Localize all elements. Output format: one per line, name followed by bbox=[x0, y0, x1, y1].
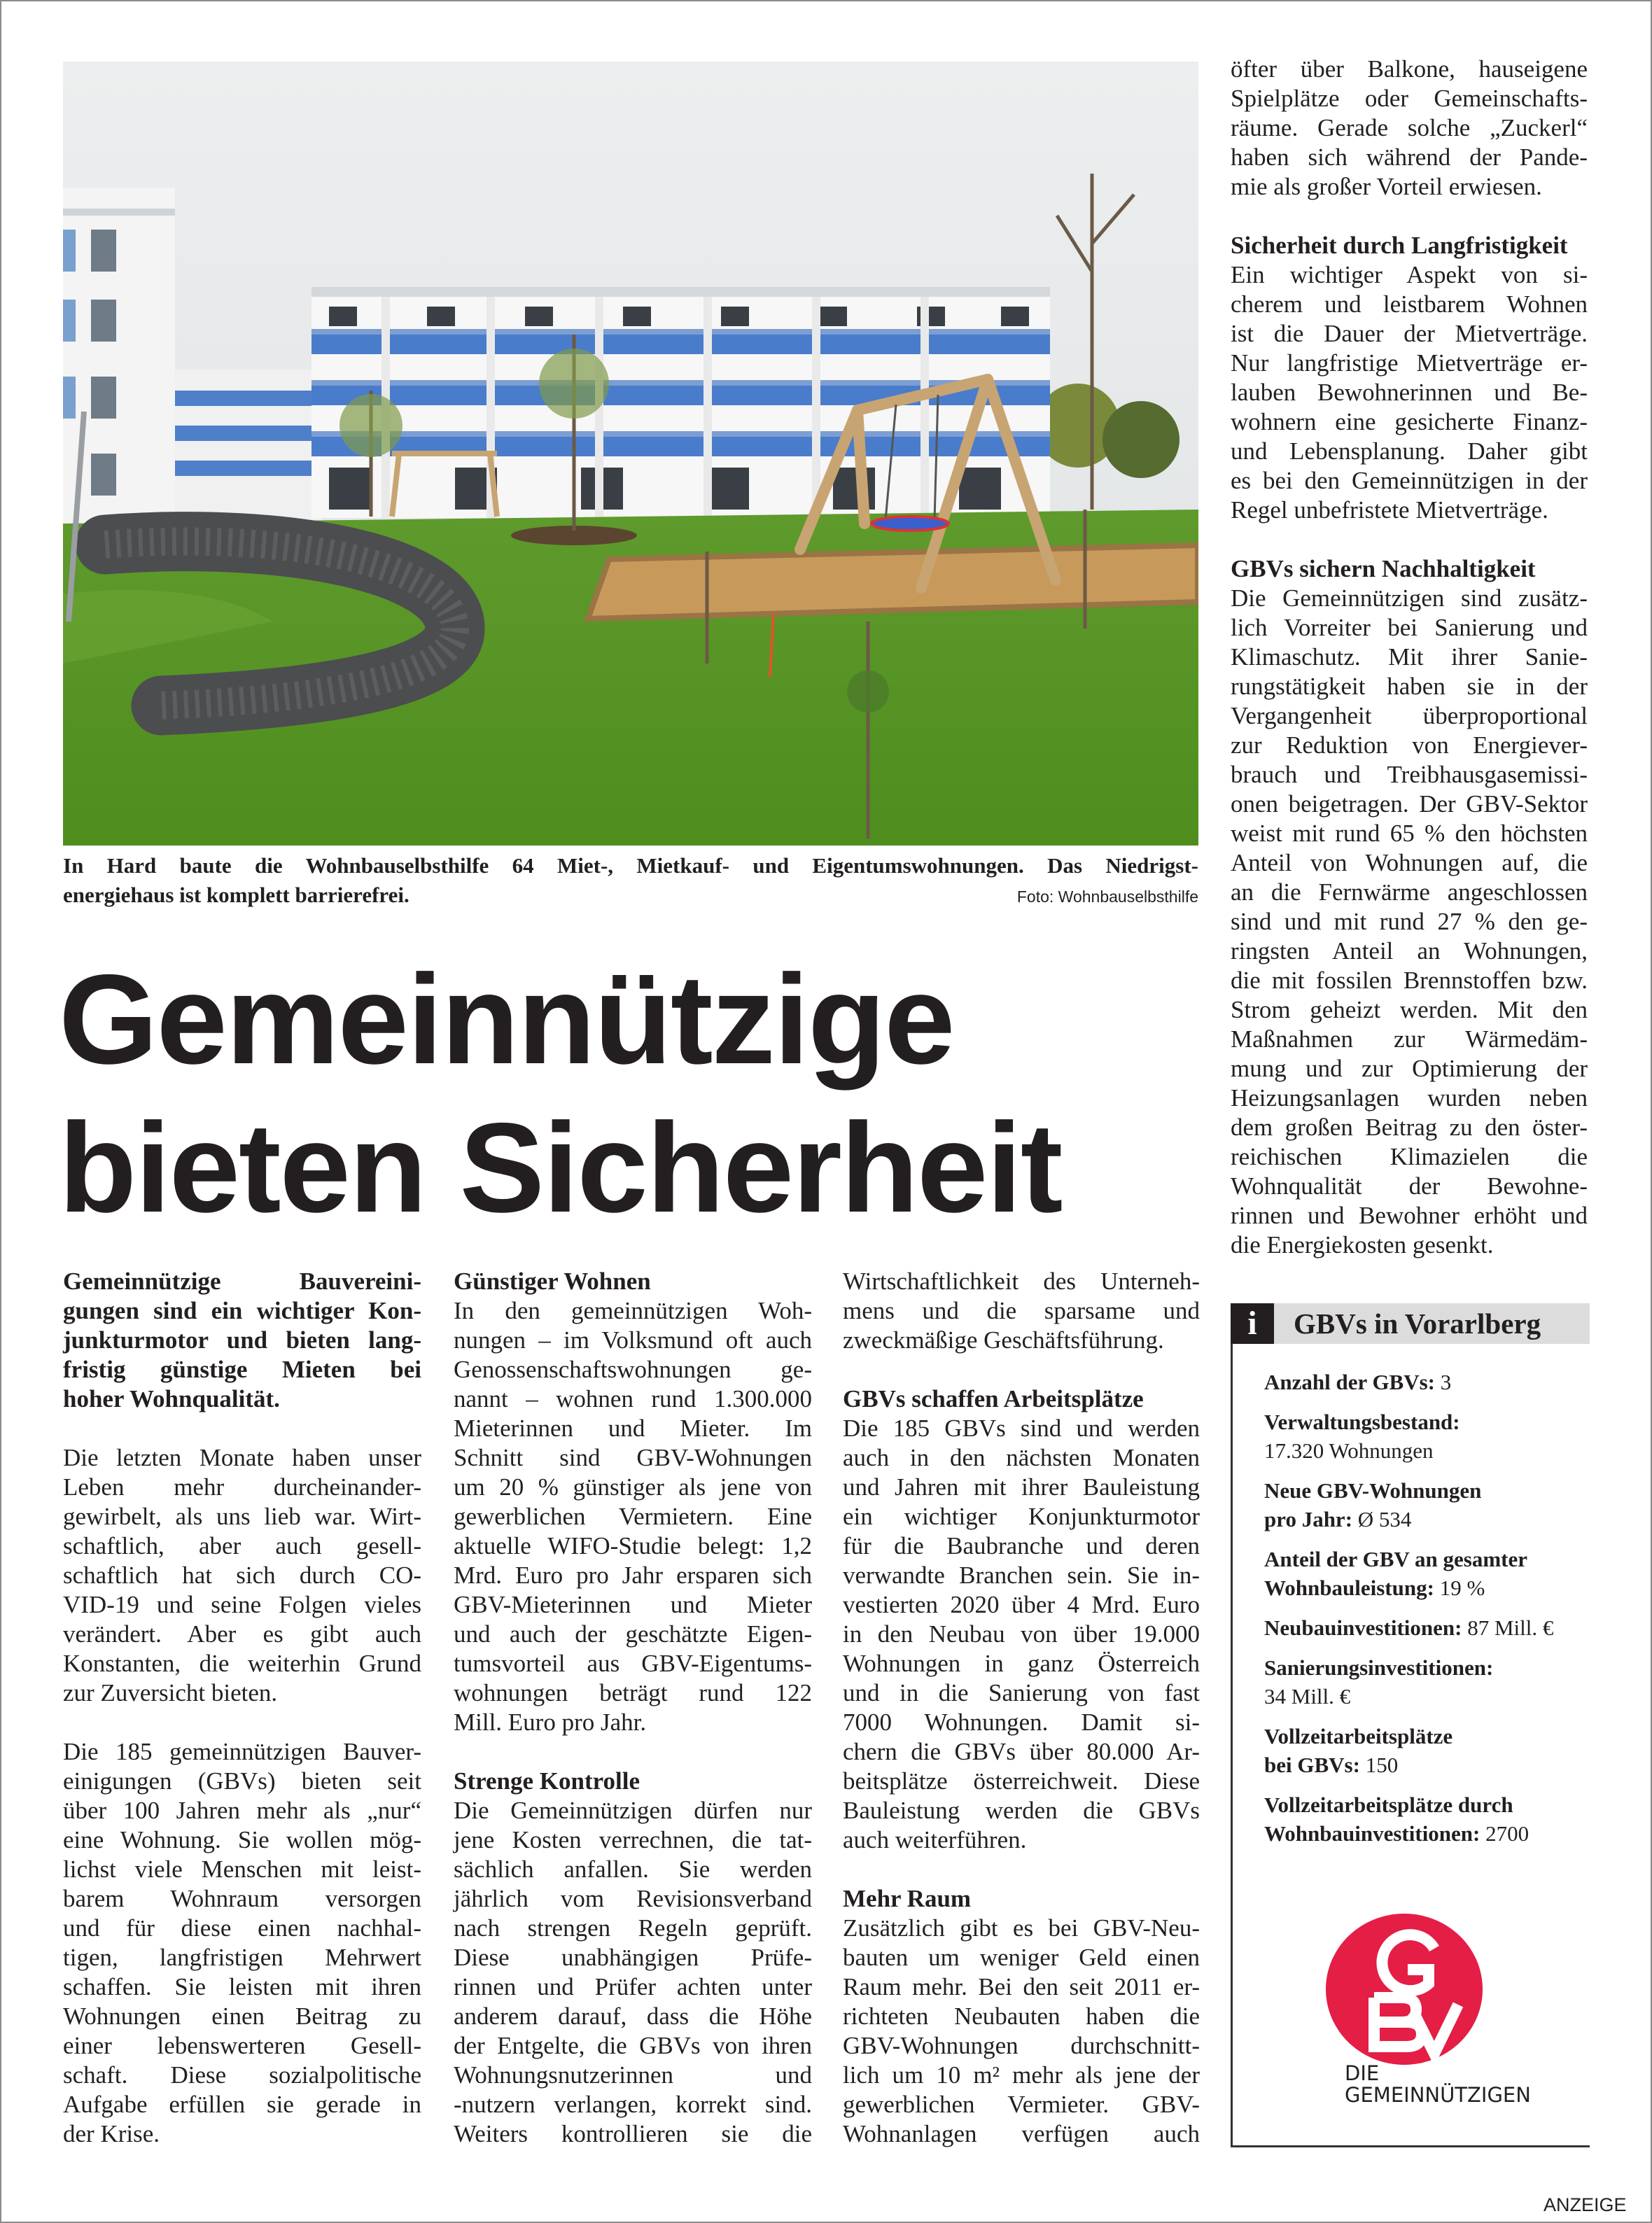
text-line: mens und die sparsame und bbox=[843, 1297, 1200, 1324]
text-line: Regel unbefristete Mietverträge. bbox=[1231, 496, 1548, 524]
article-section bbox=[843, 1884, 1200, 2149]
article-column-3 bbox=[843, 1267, 1200, 2149]
text-line: bauten um weniger Geld einen bbox=[843, 1944, 1200, 1971]
info-item-value: 2700 bbox=[1485, 1821, 1530, 1846]
text-line: Maßnahmen zur Wärmedäm- bbox=[1231, 1025, 1588, 1053]
text-line: VID-19 und seine Folgen vieles bbox=[63, 1591, 421, 1618]
text-line: auch in den nächsten Monaten bbox=[843, 1444, 1200, 1471]
info-item-value: 150 bbox=[1365, 1753, 1399, 1777]
text-line: der Krise. bbox=[63, 2120, 160, 2147]
article-section bbox=[1231, 554, 1588, 1260]
text-line: cherem und leistbarem Wohnen bbox=[1231, 290, 1588, 318]
info-icon: i bbox=[1231, 1303, 1274, 1344]
text-line: Leben mehr durcheinander- bbox=[63, 1473, 421, 1501]
info-item-value: 87 Mill. € bbox=[1467, 1615, 1554, 1640]
text-line: Zusätzlich gibt es bei GBV-Neu- bbox=[843, 1914, 1200, 1942]
text-line: reichischen Klimazielen die bbox=[1231, 1143, 1588, 1170]
text-line: rinnen und Prüfer achten unter bbox=[454, 1973, 812, 2000]
text-line: schaft. Diese sozialpolitische bbox=[63, 2061, 421, 2089]
text-line: verändert. Aber es gibt auch bbox=[63, 1620, 421, 1648]
text-line: räume. Gerade solche „Zuckerl“ bbox=[1231, 114, 1588, 141]
text-line: lauben Bewohnerinnen und Be- bbox=[1231, 379, 1588, 406]
text-line: und für diese einen nachhal- bbox=[63, 1914, 421, 1942]
text-line: mung und zur Optimierung der bbox=[1231, 1055, 1588, 1082]
text-line: und Lebensplanung. Daher gibt bbox=[1231, 437, 1588, 465]
section-heading: Mehr Raum bbox=[843, 1885, 972, 1912]
lead-paragraph bbox=[63, 1267, 421, 1414]
text-line: jährlich vom Revisionsverband bbox=[454, 1885, 812, 1912]
text-line: schaffen. Sie leisten mit ihren bbox=[63, 1973, 421, 2000]
text-line: Heizungsanlagen wurden neben bbox=[1231, 1084, 1588, 1112]
section-heading: Sicherheit durch Langfristigkeit bbox=[1231, 232, 1568, 259]
text-line: ein wichtiger Konjunkturmotor bbox=[843, 1503, 1200, 1530]
text-line: um 20 % günstiger als jene von bbox=[454, 1473, 812, 1501]
article-column-1 bbox=[63, 1267, 421, 2149]
text-line: zur Reduktion von Energiever- bbox=[1231, 731, 1588, 759]
text-line: es bei den Gemeinnützigen in der bbox=[1231, 467, 1588, 494]
text-line: über 100 Jahren mehr als „nur“ bbox=[63, 1797, 421, 1824]
article-section bbox=[454, 1267, 812, 1737]
text-line: zur Zuversicht bieten. bbox=[63, 1679, 278, 1706]
text-line: chern die GBVs über 80.000 Ar- bbox=[843, 1738, 1200, 1765]
logo-wordmark bbox=[1345, 2063, 1531, 2106]
text-line: Weiters kontrollieren sie die bbox=[454, 2120, 812, 2147]
info-item bbox=[1264, 1408, 1586, 1465]
text-line: Ein wichtiger Aspekt von si- bbox=[1231, 261, 1588, 288]
text-line: Konstanten, die weiterhin Grund bbox=[63, 1650, 421, 1677]
text-line: lichst viele Menschen mit leist- bbox=[63, 1856, 421, 1883]
info-item-label: Neubauinvestitionen: bbox=[1264, 1615, 1462, 1640]
text-line: rinnen und Bewohner erhöht und bbox=[1231, 1202, 1588, 1229]
info-item-label: Vollzeitarbeitsplätze durch bbox=[1264, 1793, 1513, 1817]
info-item bbox=[1264, 1790, 1586, 1848]
text-line: Vergangenheit überproportional bbox=[1231, 702, 1588, 729]
text-line: öfter über Balkone, hauseigene bbox=[1231, 55, 1588, 83]
article-section bbox=[843, 1384, 1200, 1855]
article-column-2 bbox=[454, 1267, 812, 2149]
paragraph bbox=[63, 1737, 421, 2149]
text-line: Spielplätze oder Gemeinschafts- bbox=[1231, 85, 1588, 112]
info-item-label: Sanierungsinvestitionen: bbox=[1264, 1655, 1494, 1680]
text-line: gungen sind ein wichtiger Kon- bbox=[63, 1297, 421, 1324]
text-line: tigen, langfristigen Mehrwert bbox=[63, 1944, 421, 1971]
logo-text-line: GEMEINNÜTZIGEN bbox=[1345, 2083, 1531, 2107]
text-line: Mieterinnen und Mieter. Im bbox=[454, 1415, 812, 1442]
text-line: ringsten Anteil an Wohnungen, bbox=[1231, 937, 1588, 965]
text-line: Schnitt sind GBV-Wohnungen bbox=[454, 1444, 812, 1471]
text-line: und auch der geschätzte Eigen- bbox=[454, 1620, 812, 1648]
text-line: wohnern eine gesicherte Finanz- bbox=[1231, 408, 1588, 435]
text-line: dem großen Beitrag zu den öster- bbox=[1231, 1114, 1588, 1141]
paragraph bbox=[1231, 55, 1588, 202]
text-line: Nur langfristige Mietverträge er- bbox=[1231, 349, 1588, 377]
info-item bbox=[1264, 1545, 1586, 1602]
text-line: richteten Neubauten haben die bbox=[843, 2003, 1200, 2030]
info-item bbox=[1264, 1653, 1586, 1711]
text-line: an die Fernwärme angeschlossen bbox=[1231, 878, 1588, 906]
text-line: brauch und Treibhausgasemissi- bbox=[1231, 761, 1588, 788]
article-photo bbox=[63, 62, 1198, 846]
text-line: onen beigetragen. Der GBV-Sektor bbox=[1231, 790, 1588, 818]
text-line: und Jahren mit ihrer Bauleistung bbox=[843, 1473, 1200, 1501]
info-item-label: Vollzeitarbeitsplätze bbox=[1264, 1724, 1453, 1748]
text-line: auch weiterführen. bbox=[843, 1826, 1027, 1853]
text-line: Aufgabe erfüllen sie gerade in bbox=[63, 2091, 421, 2118]
text-line: gewerblichen Vermietern. Eine bbox=[454, 1503, 812, 1530]
text-line: sächlich anfallen. Sie werden bbox=[454, 1856, 812, 1883]
text-line: Wohnanlagen verfügen auch bbox=[843, 2120, 1200, 2147]
info-item-label: Neue GBV-Wohnungen bbox=[1264, 1478, 1482, 1503]
text-line: und in die Sanierung von fast bbox=[843, 1679, 1200, 1706]
text-line: Mill. Euro pro Jahr. bbox=[454, 1709, 647, 1736]
info-box bbox=[1231, 1303, 1590, 2147]
info-item-label: pro Jahr: bbox=[1264, 1507, 1353, 1531]
text-line: Wohnungsnutzerinnen und bbox=[454, 2061, 812, 2089]
text-line: GBV-Mieterinnen und Mieter bbox=[454, 1591, 812, 1618]
section-heading: Strenge Kontrolle bbox=[454, 1767, 640, 1795]
logo-text-line: DIE bbox=[1345, 2061, 1380, 2085]
text-line: junkturmotor und bieten lang- bbox=[63, 1326, 421, 1354]
housing-complex-photo bbox=[63, 62, 1198, 846]
text-line: Wohnqualität der Bewohne- bbox=[1231, 1172, 1588, 1200]
text-line: die mit fossilen Brennstoffen bzw. bbox=[1231, 967, 1588, 994]
info-item bbox=[1264, 1368, 1586, 1396]
text-line: rungstätigkeit haben sie in der bbox=[1231, 673, 1588, 700]
info-box-list bbox=[1264, 1368, 1586, 1859]
headline-line: bieten Sicherheit bbox=[59, 1096, 1062, 1239]
text-line: gewerblichen Vermieter. GBV- bbox=[843, 2091, 1200, 2118]
paragraph bbox=[843, 1267, 1200, 1355]
text-line: Klimaschutz. Mit ihrer Sanie- bbox=[1231, 643, 1588, 671]
text-line: -nutzern verlangen, korrekt sind. bbox=[454, 2091, 812, 2118]
info-item bbox=[1264, 1476, 1586, 1534]
text-line: Wirtschaftlichkeit des Unterneh- bbox=[843, 1268, 1200, 1295]
text-line: lich Vorreiter bei Sanierung und bbox=[1231, 614, 1588, 641]
text-line: In den gemeinnützigen Woh- bbox=[454, 1297, 812, 1324]
info-item-label: Anteil der GBV an gesamter bbox=[1264, 1547, 1527, 1571]
info-item-label: Wohnbauleistung: bbox=[1264, 1576, 1434, 1600]
text-line: Bauleistung werden die GBVs bbox=[843, 1797, 1200, 1824]
info-item-label: Anzahl der GBVs: bbox=[1264, 1370, 1436, 1394]
text-line: Raum mehr. Bei den seit 2011 er- bbox=[843, 1973, 1200, 2000]
info-item-value: 19 % bbox=[1439, 1576, 1485, 1600]
text-line: lich um 10 m² mehr als jene der bbox=[843, 2061, 1200, 2089]
section-heading: GBVs schaffen Arbeitsplätze bbox=[843, 1385, 1144, 1412]
text-line: Die Gemeinnützigen sind zusätz- bbox=[1231, 584, 1588, 612]
caption-line: energiehaus ist komplett barrierefrei. bbox=[63, 883, 410, 907]
info-item-label: bei GBVs: bbox=[1264, 1753, 1360, 1777]
text-line: sind und mit rund 27 % den ge- bbox=[1231, 908, 1588, 935]
text-line: Die Gemeinnützigen dürfen nur bbox=[454, 1797, 812, 1824]
section-heading: Günstiger Wohnen bbox=[454, 1268, 651, 1295]
text-line: Anteil von Wohnungen auf, die bbox=[1231, 849, 1588, 876]
article-headline bbox=[59, 945, 1062, 1242]
text-line: ist die Dauer der Mietverträge. bbox=[1231, 320, 1588, 347]
info-item bbox=[1264, 1722, 1586, 1779]
paragraph bbox=[63, 1443, 421, 1708]
text-line: haben sich während der Pande- bbox=[1231, 143, 1588, 171]
text-line: einer lebenswerteren Gesell- bbox=[63, 2032, 421, 2059]
text-line: schaftlich, aber auch gesell- bbox=[63, 1532, 421, 1559]
text-line: Strom geheizt werden. Mit den bbox=[1231, 996, 1588, 1023]
text-line: Genossenschaftswohnungen ge- bbox=[454, 1356, 812, 1383]
advertisement-label: ANZEIGE bbox=[1544, 2194, 1627, 2215]
text-line: wohnungen beträgt rund 122 bbox=[454, 1679, 812, 1706]
caption-line: In Hard baute die Wohnbauselbsthilfe 64 Miet-, Mietkauf- und Eigentumswohnungen. Das Niedrigst- bbox=[63, 853, 1198, 878]
text-line: vestierten 2020 über 4 Mrd. Euro bbox=[843, 1591, 1200, 1618]
text-line: 7000 Wohnungen. Damit si- bbox=[843, 1709, 1200, 1736]
text-line: GBV-Wohnungen durchschnitt- bbox=[843, 2032, 1200, 2059]
info-item-value: Ø 534 bbox=[1357, 1507, 1412, 1531]
text-line: Die 185 gemeinnützigen Bauver- bbox=[63, 1738, 421, 1765]
article-column-4 bbox=[1231, 55, 1588, 1260]
text-line: die Energiekosten gesenkt. bbox=[1231, 1231, 1494, 1258]
info-item-value: 17.320 Wohnungen bbox=[1264, 1438, 1434, 1463]
text-line: gewirbelt, als uns lieb war. Wirt- bbox=[63, 1503, 421, 1530]
info-item-label: Verwaltungsbestand: bbox=[1264, 1410, 1460, 1434]
text-line: aktuelle WIFO-Studie belegt: 1,2 bbox=[454, 1532, 812, 1559]
text-line: verwandte Branchen sein. Sie in- bbox=[843, 1562, 1200, 1589]
text-line: barem Wohnraum versorgen bbox=[63, 1885, 421, 1912]
section-heading: GBVs sichern Nachhaltigkeit bbox=[1231, 555, 1536, 582]
text-line: hoher Wohnqualität. bbox=[63, 1385, 280, 1412]
text-line: eine Wohnung. Sie wollen mög- bbox=[63, 1826, 421, 1853]
info-item-value: 34 Mill. € bbox=[1264, 1684, 1351, 1709]
text-line: zweckmäßige Geschäftsführung. bbox=[843, 1326, 1164, 1354]
text-line: Gemeinnützige Bauvereini- bbox=[63, 1268, 421, 1295]
article-section bbox=[1231, 231, 1588, 525]
article-section bbox=[454, 1767, 812, 2149]
text-line: Mrd. Euro pro Jahr ersparen sich bbox=[454, 1562, 812, 1589]
info-box-header bbox=[1231, 1303, 1590, 1344]
photo-caption bbox=[63, 851, 1198, 911]
info-box-title: GBVs in Vorarlberg bbox=[1294, 1307, 1541, 1340]
text-line: Wohnungen einen Beitrag zu bbox=[63, 2003, 421, 2030]
text-line: schaftlich hat sich durch CO- bbox=[63, 1562, 421, 1589]
text-line: mie als großer Vorteil erwiesen. bbox=[1231, 173, 1542, 200]
text-line: anderem darauf, dass die Höhe bbox=[454, 2003, 812, 2030]
text-line: weist mit rund 65 % den höchsten bbox=[1231, 820, 1588, 847]
text-line: Die letzten Monate haben unser bbox=[63, 1444, 421, 1471]
text-line: fristig günstige Mieten bei bbox=[63, 1356, 421, 1383]
info-item-value: 3 bbox=[1440, 1370, 1452, 1394]
text-line: Wohnungen in ganz Österreich bbox=[843, 1650, 1200, 1677]
text-line: einigungen (GBVs) bieten seit bbox=[63, 1767, 421, 1795]
text-line: Diese unabhängigen Prüfe- bbox=[454, 1944, 812, 1971]
text-line: für die Baubranche und deren bbox=[843, 1532, 1200, 1559]
photo-credit: Foto: Wohnbauselbsthilfe bbox=[1016, 888, 1198, 906]
text-line: tumsvorteil aus GBV-Eigentums- bbox=[454, 1650, 812, 1677]
text-line: Die 185 GBVs sind und werden bbox=[843, 1415, 1200, 1442]
info-item-label: Wohnbauinvestitionen: bbox=[1264, 1821, 1480, 1846]
info-item bbox=[1264, 1613, 1586, 1642]
text-line: der Entgelte, die GBVs von ihren bbox=[454, 2032, 812, 2059]
text-line: nannt – wohnen rund 1.300.000 bbox=[454, 1385, 812, 1412]
text-line: jene Kosten verrechnen, die tat- bbox=[454, 1826, 812, 1853]
text-line: nach strengen Regeln geprüft. bbox=[454, 1914, 812, 1942]
text-line: beitsplätze österreichweit. Diese bbox=[843, 1767, 1200, 1795]
text-line: in den Neubau von über 19.000 bbox=[843, 1620, 1200, 1648]
headline-line: Gemeinnützige bbox=[59, 948, 954, 1091]
text-line: nungen – im Volksmund oft auch bbox=[454, 1326, 812, 1354]
